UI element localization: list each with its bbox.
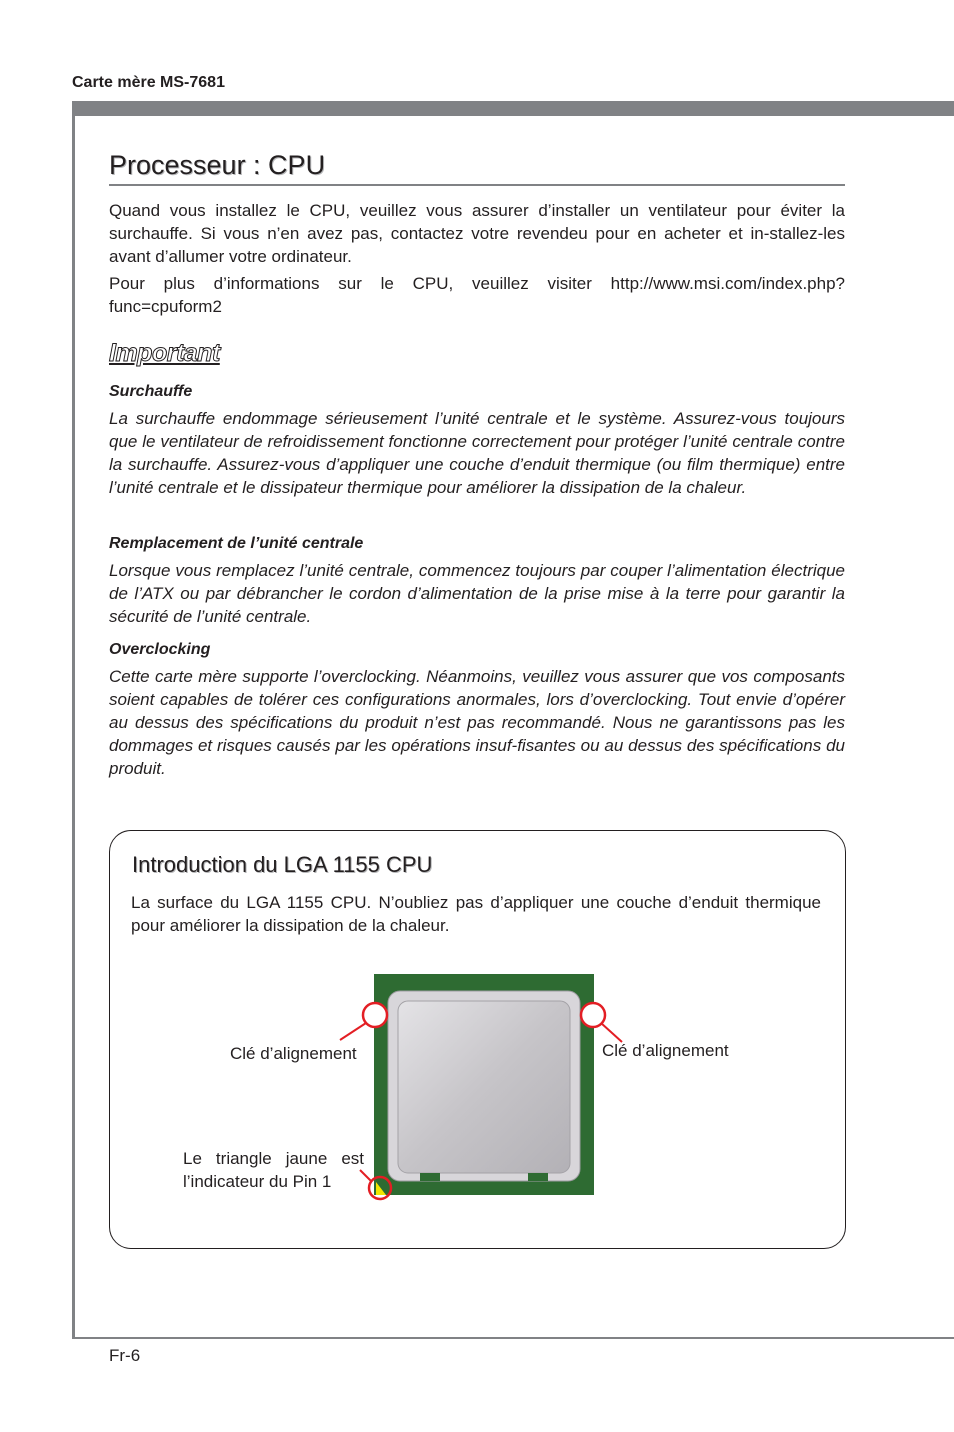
lga1155-cpu-diagram bbox=[330, 965, 630, 1205]
manual-header-title: Carte mère MS-7681 bbox=[72, 74, 225, 91]
footer-rule bbox=[72, 1337, 954, 1339]
surchauffe-text: La surchauffe endommage sérieusement l’unité centrale et le système. Assurez-vous toujours que le ventilateur de refroidissement fonctionne correctement pour protéger l’unité centrale contre la surchauffe. Assurez-vous d’appliquer une couche d’enduit thermique (ou film thermique) entre l’unité centrale et le dissipateur thermique pour améliorer la dissipation de la chaleur. bbox=[109, 409, 845, 497]
important-heading: Important bbox=[109, 339, 220, 367]
replacement-text: Lorsque vous remplacez l’unité centrale, commencez toujours par couper l’alimentation électrique de l’ATX ou par débrancher le cordon d’alimentation de la prise mise à la terre pour garantir la sécurité de l’unité centrale. bbox=[109, 561, 845, 626]
lga1155-intro-title: Introduction du LGA 1155 CPU bbox=[132, 852, 433, 877]
pin1-label-line2: l’indicateur du Pin 1 bbox=[183, 1172, 332, 1191]
cpu-ihs-notch-bottom-right bbox=[528, 1173, 548, 1181]
info-paragraph: Pour plus d’informations sur le CPU, veuillez visiter http://www.msi.com/index.php?func=cpuform2 bbox=[109, 274, 845, 316]
section-title: Processeur : CPU bbox=[109, 150, 326, 180]
alignment-key-left-leader bbox=[340, 1023, 366, 1040]
replacement-heading: Remplacement de l’unité centrale bbox=[109, 535, 364, 552]
page-number: Fr-6 bbox=[109, 1346, 141, 1365]
intro-paragraph: Quand vous installez le CPU, veuillez vous assurer d’installer un ventilateur pour éviter la surchauffe. Si vous n’en avez pas, contactez votre revendeu pour en acheter et in-stallez-les avant d’allumer votre ordinateur. bbox=[109, 201, 845, 266]
left-margin-rule bbox=[72, 101, 75, 1339]
alignment-key-left-marker bbox=[363, 1003, 387, 1027]
section-title-rule bbox=[109, 184, 845, 186]
surchauffe-heading: Surchauffe bbox=[109, 383, 193, 400]
cpu-ihs-notch-bottom-left bbox=[420, 1173, 440, 1181]
overclocking-heading: Overclocking bbox=[109, 641, 211, 658]
lga1155-intro-text: La surface du LGA 1155 CPU. N’oubliez pas d’appliquer une couche d’enduit thermique pour améliorer la dissipation de la chaleur. bbox=[131, 893, 821, 935]
overclocking-text: Cette carte mère supporte l’overclocking. Néanmoins, veuillez vous assurer que vos composants soient capables de tolérer ces configurations anormales, lors d’overclocking. Tout envie d’opérer au dessus des spécifications du produit n’est pas recommandé. Nous ne garantissons pas les dommages et risques causés par les opérations insuf-fisantes ou au dessus des spécifications du produit. bbox=[109, 667, 845, 778]
header-bar bbox=[72, 101, 954, 116]
pin1-leader bbox=[360, 1170, 371, 1181]
alignment-key-right-label: Clé d’alignement bbox=[602, 1041, 729, 1060]
cpu-ihs-top bbox=[398, 1001, 570, 1173]
alignment-key-left-label: Clé d’alignement bbox=[230, 1044, 357, 1063]
pin1-label-line1: Le triangle jaune est bbox=[183, 1149, 364, 1168]
